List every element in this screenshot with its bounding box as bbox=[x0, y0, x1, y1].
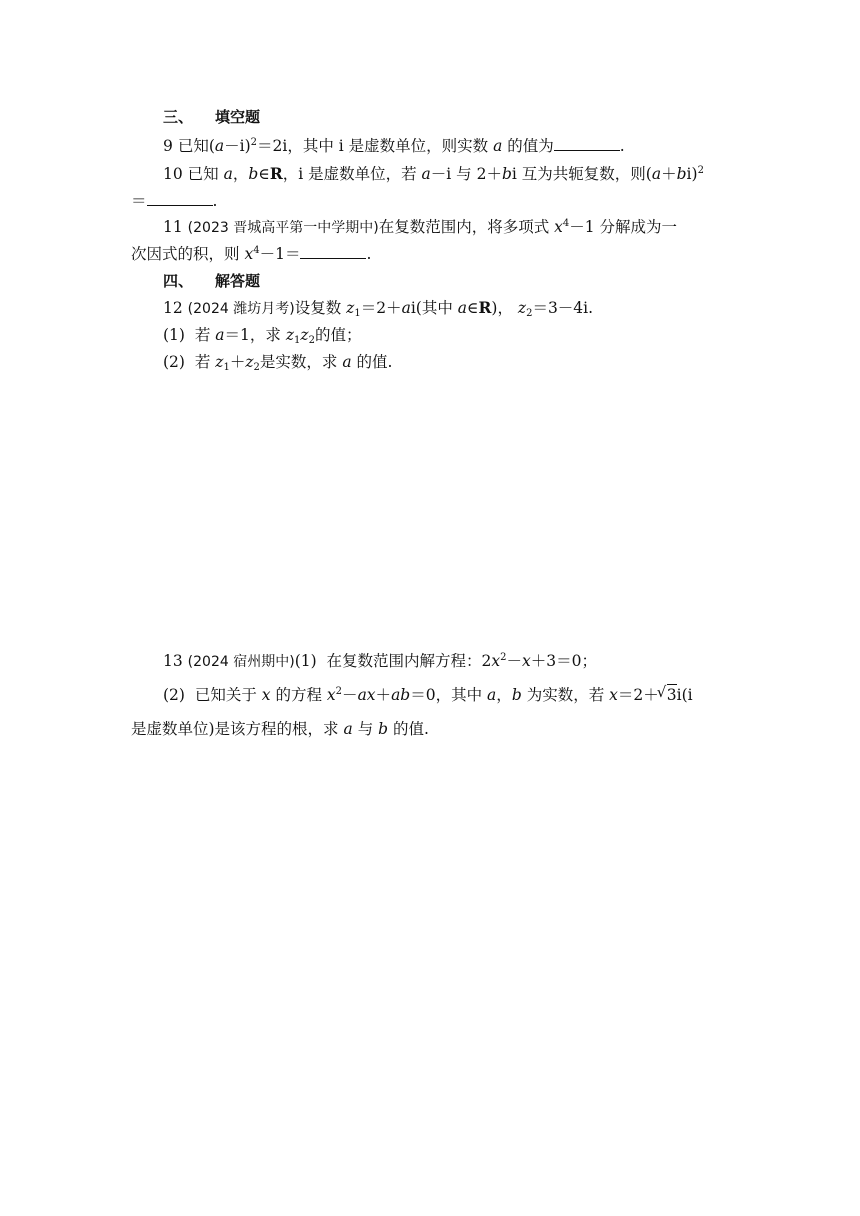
question-13-part-2 bbox=[163, 685, 732, 705]
var-x: x bbox=[261, 686, 271, 704]
text: ＝2＋ bbox=[617, 686, 659, 704]
text: －i 与 2＋ bbox=[430, 165, 502, 183]
section-heading-answer bbox=[163, 271, 732, 291]
text: )， bbox=[491, 299, 513, 317]
var-z: z bbox=[346, 299, 355, 317]
text: i(i bbox=[676, 686, 693, 704]
var-z: z bbox=[215, 353, 224, 371]
question-number: 9 bbox=[163, 137, 173, 155]
question-number: 12 bbox=[163, 299, 183, 317]
text: ， bbox=[232, 165, 249, 183]
subscript: 1 bbox=[354, 308, 361, 319]
text: 的值. bbox=[356, 353, 393, 371]
question-13 bbox=[163, 651, 732, 672]
real-set-symbol: R bbox=[478, 298, 492, 317]
var-a: a bbox=[214, 137, 225, 155]
text: 的值； bbox=[314, 326, 362, 344]
question-12-part-2 bbox=[163, 352, 732, 372]
text: ， bbox=[496, 686, 512, 704]
superscript: 2 bbox=[250, 137, 258, 148]
question-9 bbox=[163, 136, 732, 156]
text: － bbox=[342, 686, 358, 704]
text: . bbox=[366, 245, 372, 263]
var-z: z bbox=[300, 326, 309, 344]
superscript: 2 bbox=[335, 686, 343, 697]
part-label: (2) bbox=[163, 686, 185, 704]
part-label: (1) bbox=[294, 652, 317, 670]
text: ＝1，求 bbox=[224, 326, 281, 344]
text: 是实数，求 bbox=[259, 353, 338, 371]
text: ＝0，其中 bbox=[410, 686, 483, 704]
text: 设复数 bbox=[294, 299, 342, 317]
var-b: b bbox=[676, 165, 687, 183]
var-z: z bbox=[517, 299, 527, 317]
var-b: b bbox=[501, 165, 512, 183]
var-a: a bbox=[651, 165, 662, 183]
text: ，i 是虚数单位，若 bbox=[282, 165, 417, 183]
text: 在复数范围内，将多项式 bbox=[378, 218, 550, 236]
text: ＋ bbox=[375, 686, 392, 704]
question-number: 13 bbox=[163, 652, 183, 670]
text: 与 bbox=[357, 720, 374, 738]
section-number: 三、 bbox=[163, 108, 194, 126]
text: ＋3＝0； bbox=[530, 652, 598, 670]
var-a: a bbox=[215, 326, 225, 344]
real-set-symbol: R bbox=[269, 164, 283, 183]
var-b: b bbox=[248, 165, 259, 183]
text: i) bbox=[686, 165, 698, 183]
section-heading-fill-in bbox=[163, 107, 732, 127]
var-a: a bbox=[343, 720, 353, 738]
text: 已知 bbox=[187, 165, 219, 183]
text: 是虚数单位)是该方程的根，求 bbox=[131, 720, 339, 738]
section-number: 四、 bbox=[163, 272, 194, 290]
text: ∈ bbox=[258, 165, 270, 183]
text: ＝2i，其中 i 是虚数单位，则实数 bbox=[257, 137, 489, 155]
text: －1＝ bbox=[259, 245, 301, 263]
answer-blank bbox=[147, 205, 213, 206]
question-source: (2024 潍坊月考) bbox=[187, 301, 295, 317]
text: ＋ bbox=[229, 353, 246, 371]
text: 的值. bbox=[393, 720, 429, 738]
superscript: 2 bbox=[500, 652, 507, 663]
var-z: z bbox=[285, 326, 295, 344]
radicand: 3 bbox=[666, 686, 677, 704]
text: i 互为共轭复数，则( bbox=[511, 165, 652, 183]
text: － bbox=[506, 652, 523, 670]
section-title: 填空题 bbox=[215, 108, 261, 126]
text: ＝2＋ bbox=[360, 299, 402, 317]
var-a: a bbox=[457, 299, 468, 317]
text: 已知( bbox=[177, 137, 215, 155]
text: 若 bbox=[194, 326, 211, 344]
text: i(其中 bbox=[410, 299, 453, 317]
text: ＝ bbox=[131, 192, 147, 210]
question-10-continued bbox=[131, 191, 732, 211]
answer-blank bbox=[300, 258, 366, 259]
subscript: 1 bbox=[223, 362, 230, 373]
text: . bbox=[619, 137, 625, 155]
question-source: (2023 晋城高平第一中学期中) bbox=[187, 220, 379, 236]
var-x: x bbox=[326, 686, 336, 704]
var-x: x bbox=[609, 686, 618, 704]
text: 若 bbox=[194, 353, 211, 371]
text: 的值为 bbox=[507, 137, 554, 155]
question-12-part-1 bbox=[163, 325, 732, 345]
var-a: a bbox=[223, 165, 233, 183]
text: －1 分解成为一 bbox=[569, 218, 678, 236]
var-a: a bbox=[421, 165, 431, 183]
question-11-continued bbox=[131, 244, 732, 264]
var-ax: ax bbox=[357, 686, 376, 704]
part-label: (1) bbox=[163, 326, 185, 344]
subscript: 2 bbox=[253, 362, 260, 373]
square-root bbox=[659, 685, 677, 705]
var-x: x bbox=[522, 652, 531, 670]
subscript: 1 bbox=[294, 335, 301, 346]
text: ＋ bbox=[661, 165, 677, 183]
var-a: a bbox=[493, 137, 503, 155]
var-b: b bbox=[378, 720, 389, 738]
text: 已知关于 bbox=[194, 686, 257, 704]
var-a: a bbox=[401, 299, 411, 317]
text: ＝3－4i. bbox=[532, 299, 594, 317]
var-x: x bbox=[554, 218, 563, 236]
superscript: 4 bbox=[562, 218, 570, 229]
var-z: z bbox=[245, 353, 254, 371]
superscript: 2 bbox=[697, 165, 704, 176]
var-a: a bbox=[342, 353, 352, 371]
question-12 bbox=[163, 298, 732, 319]
question-13-continued bbox=[131, 719, 732, 739]
section-title: 解答题 bbox=[215, 272, 261, 290]
text: 为实数，若 bbox=[526, 686, 605, 704]
question-number: 11 bbox=[163, 218, 183, 236]
question-number: 10 bbox=[163, 165, 183, 183]
subscript: 2 bbox=[308, 335, 315, 346]
text: －i) bbox=[224, 137, 251, 155]
text: 的方程 bbox=[275, 686, 322, 704]
text: 次因式的积，则 bbox=[131, 245, 240, 263]
var-b: b bbox=[511, 686, 522, 704]
text: ∈ bbox=[467, 299, 479, 317]
part-label: (2) bbox=[163, 353, 185, 371]
text: 在复数范围内解方程：2 bbox=[326, 652, 492, 670]
question-source: (2024 宿州期中) bbox=[187, 654, 295, 670]
question-11 bbox=[163, 217, 732, 238]
var-a: a bbox=[487, 686, 497, 704]
subscript: 2 bbox=[526, 308, 533, 319]
question-10 bbox=[163, 164, 732, 184]
text: . bbox=[212, 192, 218, 210]
var-ab: ab bbox=[391, 686, 411, 704]
var-x: x bbox=[491, 652, 501, 670]
var-x: x bbox=[244, 245, 254, 263]
answer-blank bbox=[554, 150, 620, 151]
superscript: 4 bbox=[253, 245, 260, 256]
